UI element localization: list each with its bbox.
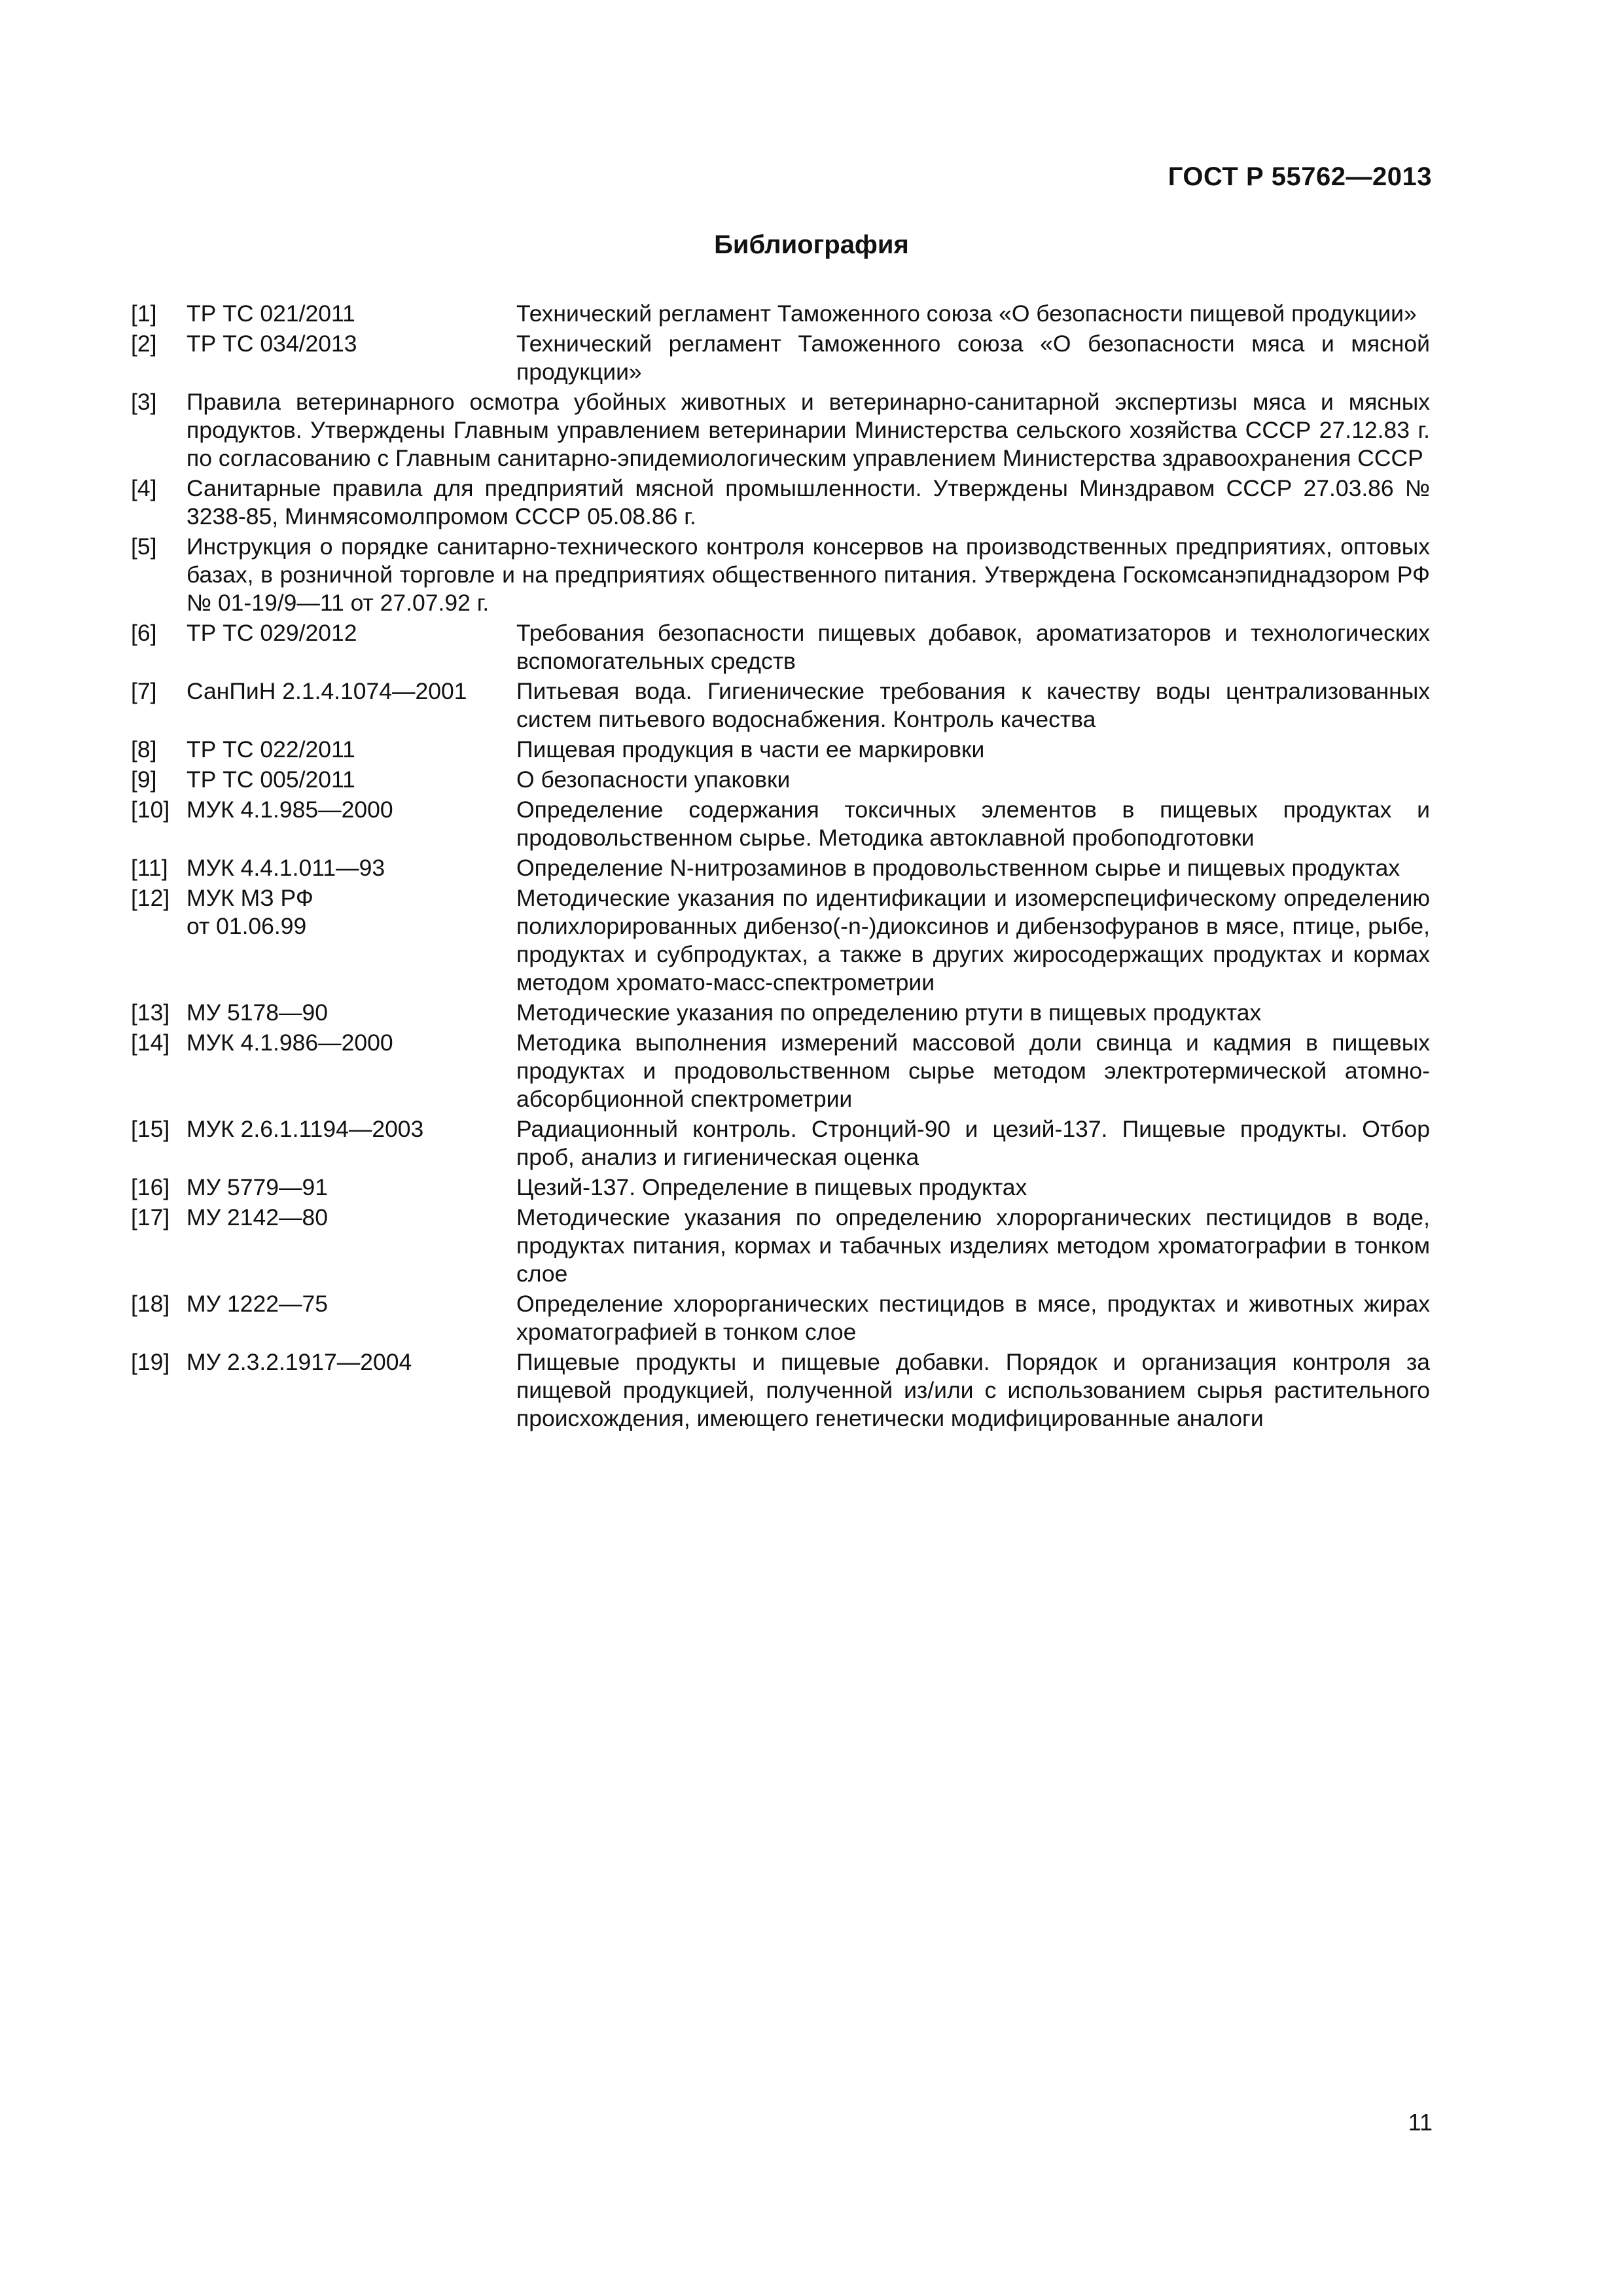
entry-description: Радиационный контроль. Стронций-90 и цезий-137. Пищевые продукты. Отбор проб, анализ и гигиеническая оценка <box>516 1116 1430 1170</box>
entry-number: [10] <box>131 797 170 823</box>
entry-description: Требования безопасности пищевых добавок, ароматизаторов и технологических вспомогательных средств <box>516 620 1430 674</box>
entry-description: Технический регламент Таможенного союза «О безопасности мяса и мясной продукции» <box>516 331 1430 385</box>
entry-code: МУК 4.1.985—2000 <box>187 797 393 823</box>
entry-number: [17] <box>131 1204 170 1230</box>
bibliography-entry <box>131 300 1430 328</box>
entry-description: Методические указания по идентификации и изомерспецифическому определению полихлорированных дибензо(-n-)диоксинов и дибензофуранов в мясе, птице, рыбе, продуктах и субпродуктах, а также в других жиросодержащих продуктах и кормах методом хромато-масс-спектрометрии <box>516 885 1430 996</box>
bibliography-entry <box>131 388 1430 473</box>
bibliography-entry <box>131 677 1430 734</box>
entry-number: [2] <box>131 331 157 357</box>
entry-number: [5] <box>131 533 157 560</box>
entry-code: МУК МЗ РФ от 01.06.99 <box>187 885 313 939</box>
entry-number: [14] <box>131 1030 170 1056</box>
bibliography-entry <box>131 330 1430 386</box>
entry-number: [12] <box>131 885 170 911</box>
document-code: ГОСТ Р 55762—2013 <box>1168 162 1432 191</box>
page-number: 11 <box>1408 2109 1433 2136</box>
entry-code: МУ 2142—80 <box>187 1204 328 1230</box>
entry-description: Методика выполнения измерений массовой доли свинца и кадмия в пищевых продуктах и продовольственном сырье методом электротермической атомно-абсорбционной спектрометрии <box>516 1030 1430 1112</box>
entry-code: МУ 5178—90 <box>187 999 328 1026</box>
entry-number: [15] <box>131 1116 170 1142</box>
entry-code: МУ 1222—75 <box>187 1291 328 1317</box>
entry-text: Правила ветеринарного осмотра убойных животных и ветеринарно-санитарной экспертизы мяса и мясных продуктов. Утверждены Главным управлением ветеринарии Министерства сельского хозяйства СССР 27.12.83 г. по согласованию с Главным санитарно-эпидемиологическим управлением Министерства здравоохранения СССР <box>187 389 1430 471</box>
bibliography-entry <box>131 619 1430 675</box>
bibliography-entry <box>131 533 1430 617</box>
entry-number: [3] <box>131 389 157 415</box>
bibliography-entry <box>131 736 1430 764</box>
entry-number: [4] <box>131 475 157 501</box>
entry-number: [18] <box>131 1291 170 1317</box>
entry-code: ТР ТС 029/2012 <box>187 620 357 646</box>
bibliography-entry <box>131 1204 1430 1288</box>
entry-description: Методические указания по определению ртути в пищевых продуктах <box>516 999 1262 1026</box>
entry-code: ТР ТС 022/2011 <box>187 736 355 762</box>
entry-code: МУ 2.3.2.1917—2004 <box>187 1349 412 1375</box>
entry-text: Санитарные правила для предприятий мясной промышленности. Утверждены Минздравом СССР 27.03.86 № 3238-85, Минмясомолпромом СССР 05.08.86 г. <box>187 475 1430 529</box>
entry-description: Питьевая вода. Гигиенические требования к качеству воды централизованных систем питьевого водоснабжения. Контроль качества <box>516 678 1430 732</box>
entry-description: Технический регламент Таможенного союза «О безопасности пищевой продукции» <box>516 300 1417 327</box>
entry-number: [13] <box>131 999 170 1026</box>
entry-code: МУК 2.6.1.1194—2003 <box>187 1116 424 1142</box>
bibliography-entry <box>131 796 1430 852</box>
bibliography-list <box>131 300 1430 1435</box>
bibliography-entry <box>131 1029 1430 1113</box>
bibliography-entry <box>131 766 1430 794</box>
entry-description: Определение хлорорганических пестицидов в мясе, продуктах и животных жирах хроматографией в тонком слое <box>516 1291 1430 1345</box>
entry-code: МУК 4.1.986—2000 <box>187 1030 393 1056</box>
bibliography-entry <box>131 1348 1430 1433</box>
entry-code: ТР ТС 034/2013 <box>187 331 357 357</box>
entry-code: МУ 5779—91 <box>187 1174 328 1200</box>
entry-description: Методические указания по определению хлорорганических пестицидов в воде, продуктах питания, кормах и табачных изделиях методом хроматографии в тонком слое <box>516 1204 1430 1287</box>
entry-description: Определение N-нитрозаминов в продовольственном сырье и пищевых продуктах <box>516 855 1400 881</box>
entry-number: [19] <box>131 1349 170 1375</box>
bibliography-entry <box>131 1290 1430 1346</box>
entry-number: [9] <box>131 766 157 793</box>
entry-description: Цезий-137. Определение в пищевых продуктах <box>516 1174 1027 1200</box>
entry-description: Определение содержания токсичных элементов в пищевых продуктах и продовольственном сырье. Методика автоклавной пробоподготовки <box>516 797 1430 851</box>
entry-code: СанПиН 2.1.4.1074—2001 <box>187 678 467 704</box>
entry-code: МУК 4.4.1.011—93 <box>187 855 385 881</box>
entry-code: ТР ТС 021/2011 <box>187 300 355 327</box>
entry-description: О безопасности упаковки <box>516 766 791 793</box>
entry-number: [16] <box>131 1174 170 1200</box>
bibliography-entry <box>131 475 1430 531</box>
entry-number: [11] <box>131 855 168 881</box>
bibliography-entry <box>131 1174 1430 1202</box>
page-title: Библиография <box>714 230 909 259</box>
bibliography-entry <box>131 999 1430 1027</box>
entry-number: [1] <box>131 300 157 327</box>
bibliography-entry <box>131 884 1430 997</box>
entry-number: [6] <box>131 620 157 646</box>
entry-code: ТР ТС 005/2011 <box>187 766 355 793</box>
entry-number: [7] <box>131 678 157 704</box>
bibliography-entry <box>131 1115 1430 1172</box>
entry-number: [8] <box>131 736 157 762</box>
entry-description: Пищевые продукты и пищевые добавки. Порядок и организация контроля за пищевой продукцией, полученной из/или с использованием сырья растительного происхождения, имеющего генетически модифицированные аналоги <box>516 1349 1430 1431</box>
entry-description: Пищевая продукция в части ее маркировки <box>516 736 985 762</box>
bibliography-entry <box>131 854 1430 882</box>
entry-text: Инструкция о порядке санитарно-технического контроля консервов на производственных предприятиях, оптовых базах, в розничной торговле и на предприятиях общественного питания. Утверждена Госкомсанэпиднадзором РФ № 01-19/9—11 от 27.07.92 г. <box>187 533 1430 616</box>
